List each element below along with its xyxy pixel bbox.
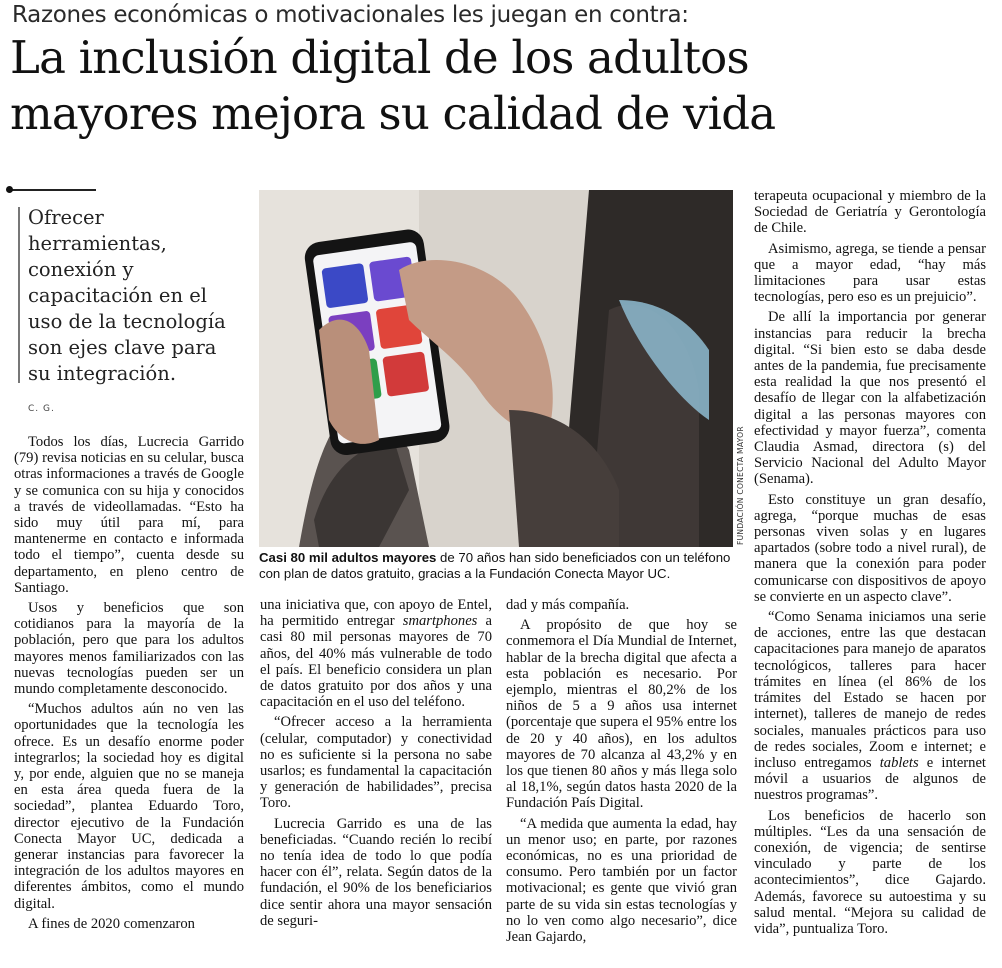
headline — [10, 30, 995, 142]
photo-caption — [259, 550, 737, 582]
lead-accent-bar — [18, 207, 20, 383]
text: a casi 80 mil personas mayores de 70 años, del 40% más vulnerable de todo el país. El beneficio considera un plan de datos gratuito por dos años y una capacitación en el uso del teléfono. — [260, 613, 492, 711]
lead-divider — [8, 189, 96, 191]
paragraph: Todos los días, Lucrecia Garrido (79) revisa noticias en su celular, busca otras informaciones a través de Google y se comunica con su hija y conocidos a través de videollamadas. “Esto ha sido muy útil para mí, para mantenerme en contacto e informada todo el tiempo”, cuenta desde su departamento, en pleno centro de Santiago. — [14, 434, 244, 596]
italic-term: smartphones — [402, 613, 478, 630]
text: e internet móvil a usuarios de algunos de nuestros programas”. — [754, 754, 986, 804]
caption-text: de 70 años han sido beneficiados con un teléfono con plan de datos gratuito, gracias a la Fundación Conecta Mayor UC. — [259, 550, 731, 581]
paragraph: Los beneficios de hacerlo son múltiples. “Les da una sensación de conexión, de vigencia; de sentirse vinculado y parte de los acontecimientos”, dice Gajardo. Además, favorece su autoestima y su salud mental. “Mejora su calidad de vida”, puntualiza Toro. — [754, 807, 986, 937]
paragraph: terapeuta ocupacional y miembro de la Sociedad de Geriatría y Gerontología de Chile. — [754, 188, 986, 237]
photo-illustration — [259, 190, 733, 547]
paragraph: Lucrecia Garrido es una de las beneficiadas. “Cuando recién lo recibí no tenía idea de todo lo que podía hacer con él”, relata. Según datos de la fundación, el 90% de los beneficiarios dice sentir ahora una mayor sensación de seguri- — [260, 815, 492, 929]
paragraph: Usos y beneficios que son cotidianos para la mayoría de la población, pero que para los adultos mayores menos familiarizados con las nuevas tecnologías pueden ser un mundo completamente desconocido. — [14, 600, 244, 698]
column-3 — [506, 597, 737, 949]
text: “Como Senama iniciamos una serie de acciones, entre las que destacan capacitaciones para manejo de aparatos tecnológicos, talleres para hacer trámites en línea (el 86% de los trámites del Estado se hacen por internet), talleres de manejo de redes sociales, manuales prácticos para uso de redes sociales, Zoom e internet; e incluso entregamos — [754, 609, 986, 771]
paragraph: “Ofrecer acceso a la herramienta (celular, computador) y conectividad no es suficiente si la persona no sabe usarlos; es fundamental la capacitación y generación de habilidades”, precisa Toro. — [260, 714, 492, 812]
paragraph: A propósito de que hoy se conmemora el Día Mundial de Internet, hablar de la brecha digital que afecta a esta población es necesario. Por ejemplo, mientras el 80,2% de los niños de 5 a 9 años usa internet (porcentaje que supera el 95% entre los de 20 y 40 años), en los adultos mayores de 70 alcanza al 43,2% y en los que tienen 80 años y más llega solo al 18,1%, según datos hasta 2020 de la Fundación País Digital. — [506, 617, 737, 812]
text: una iniciativa que, con apoyo de Entel, ha permitido entregar — [260, 597, 492, 630]
headline-line-1: La inclusión digital de los adultos — [10, 31, 749, 84]
paragraph: “Muchos adultos aún no ven las oportunidades que la tecnología les ofrece. Es un desafío enorme poder integrarlos; la sociedad hoy es digital y, por ende, alguien que no se maneja en esta área queda fuera de la sociedad”, plantea Eduardo Toro, director ejecutivo de la Fundación Conecta Mayor UC, dedicada a generar instancias para favorecer la integración de los adultos mayores en diferentes ámbitos, como el mundo digital. — [14, 701, 244, 912]
byline: C. G. — [28, 404, 55, 414]
column-4 — [754, 188, 986, 941]
photo-credit: FUNDACIÓN CONECTA MAYOR — [736, 426, 745, 545]
column-1 — [14, 434, 244, 936]
article-photo — [259, 190, 733, 547]
paragraph — [754, 609, 986, 803]
paragraph: dad y más compañía. — [506, 597, 630, 613]
column-2 — [260, 597, 492, 933]
paragraph: A fines de 2020 comenzaron — [28, 915, 195, 932]
paragraph: De allí la importancia por generar instancias para reducir la brecha digital. “Si bien esto se daba desde antes de la pandemia, fue precisamente esta realidad la que nos presentó el desafío de llegar con la alfabetización digital a las personas mayores con efectividad y mayor fuerza”, comenta Claudia Asmad, directora (s) del Servicio Nacional del Adulto Mayor (Senama). — [754, 309, 986, 488]
headline-line-2: mayores mejora su calidad de vida — [10, 87, 776, 140]
paragraph — [260, 597, 492, 710]
lead-summary: Ofrecer herramientas, conexión y capacitación en el uso de la tecnología son ejes clave para su integración. — [28, 206, 226, 385]
caption-highlight: Casi 80 mil adultos mayores — [259, 550, 437, 565]
paragraph: Esto constituye un gran desafío, agrega, “porque muchas de esas personas viven solas y en lugares apartados (sobre todo a nivel rural), de manera que la conexión para poder comunicarse con dispositivos de apoyo se convierte en un aspecto clave”. — [754, 491, 986, 605]
kicker: Razones económicas o motivacionales les juegan en contra: — [12, 2, 689, 28]
paragraph: “A medida que aumenta la edad, hay un menor uso; en parte, por razones económicas, no es una prioridad de consumo. Pero también por un factor motivacional; es gente que vivió gran parte de su vida sin estas tecnologías y no lo ven como algo necesario”, dice Jean Gajardo, — [506, 815, 737, 946]
paragraph: Asimismo, agrega, se tiende a pensar que a mayor edad, “hay más limitaciones para usar estas tecnologías, pero eso es un prejuicio”. — [754, 240, 986, 306]
italic-term: tablets — [879, 754, 919, 771]
